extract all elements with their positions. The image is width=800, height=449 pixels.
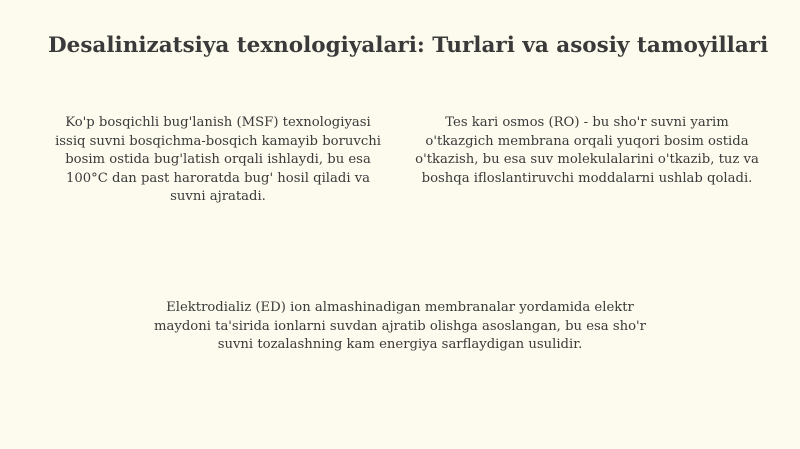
msf-description: Ko'p bosqichli bug'lanish (MSF) texnologiyasi issiq suvni bosqichma-bosqich kamayib boruvchi bosim ostida bug'latish orqali ishlaydi, bu esa 100°C dan past haroratda bug' hosil qiladi va suvni ajratadi. bbox=[55, 115, 381, 204]
slide-title: Desalinizatsiya texnologiyalari: Turlari va asosiy tamoyillari bbox=[48, 33, 769, 58]
ed-description: Elektrodializ (ED) ion almashinadigan membranalar yordamida elektr maydoni ta'sirida ionlarni suvdan ajratib olishga asoslangan, bu esa sho'r suvni tozalashning kam energiya sarflaydigan usulidir. bbox=[154, 300, 646, 352]
ro-description: Tes kari osmos (RO) - bu sho'r suvni yarim o'tkazgich membrana orqali yuqori bosim ostida o'tkazish, bu esa suv molekulalarini o'tkazib, tuz va boshqa ifloslantiruvchi moddalarni ushlab qoladi. bbox=[415, 115, 759, 186]
